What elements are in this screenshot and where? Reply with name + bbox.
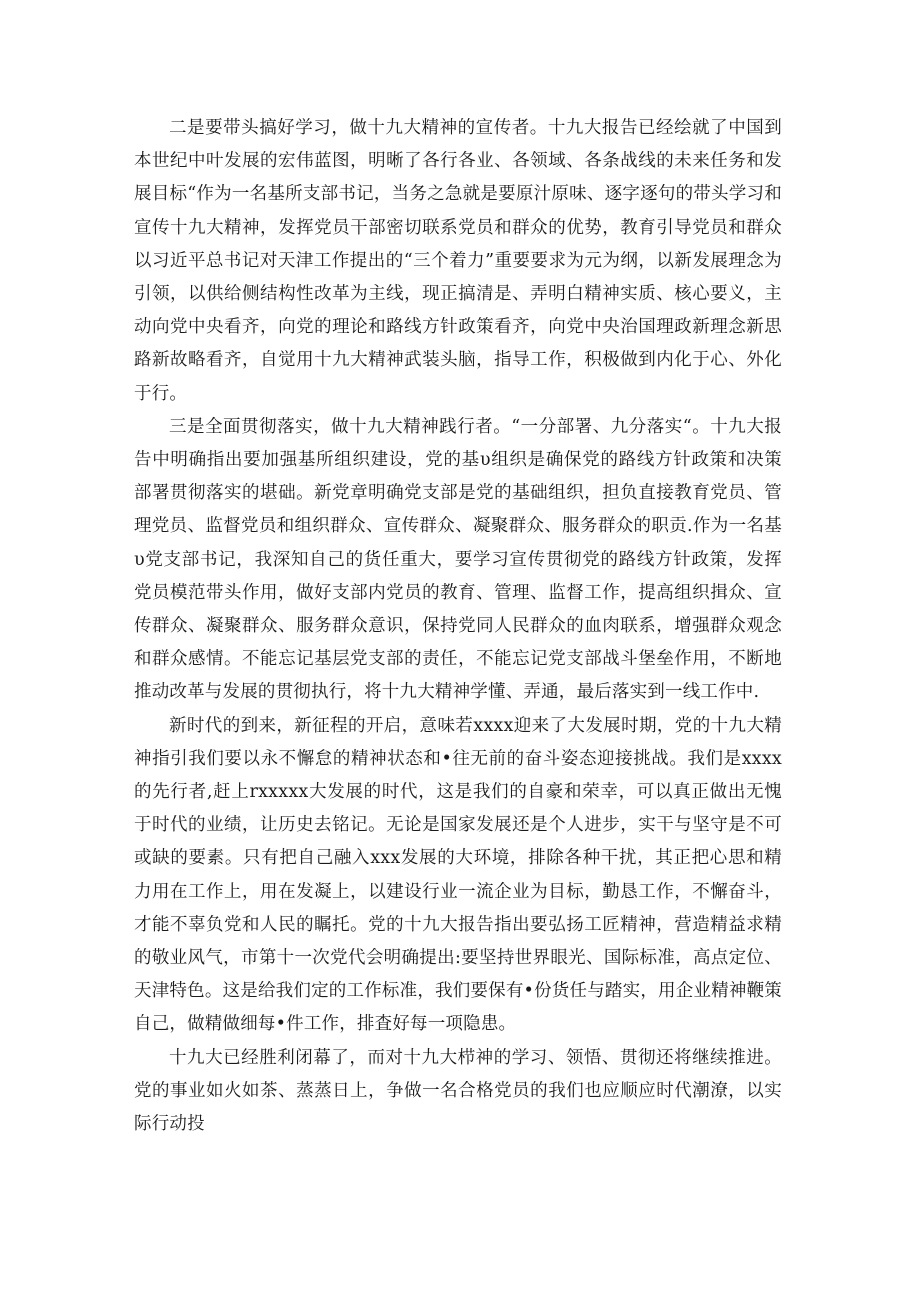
paragraph-new-era: 新时代的到来，新征程的开启，意味若xxxx迎来了大发展时期，党的十九大精神指引我们要以永不懈怠的精神状态和•往无前的奋斗姿态迎接挑战。我们是xxxx的先行者,赶上rxxxxx大发展的时代，这是我们的自豪和荣幸，可以真正做出无愧于时代的业绩，让历史去铭记。无论是国家发展还是个人进步，实干与坚守是不可或缺的要素。只有把自己融入xxx发展的大环境，排除各种干扰，其正把心思和精力用在工作上，用在发凝上，以建设行业一流企业为目标，勤恳工作，不懈奋斗，才能不辜负党和人民的瞩托。党的十九大报告指出要弘扬工匠精神，营造精益求精的敬业风气，市第十一次党代会明确提出:要坚持世界眼光、国际标准，高点定位、天津特色。这是给我们定的工作标准，我们要保有•份货任与踏实，用企业精神鞭策自己，做精做细每•件工作，排査好每一项隐患。	[134, 715, 782, 1035]
paragraph-conclusion: 十九大已经胜利闭幕了，而对十九大栉神的学习、领悟、贯彻还将继续推进。党的事业如火如茶、蒸蒸日上，争做一名合格党员的我们也应顺应时代潮潦，以实际行动投	[134, 1047, 782, 1135]
document-page	[134, 112, 782, 1141]
paragraph-implement: 三是全面贯彻落实，做十九大精神践行者。“一分部署、九分落实“。十九大报告中明确指出要加强基所组织建设，党的基υ组织是确保党的路线方针政策和决策部署贯彻落实的堪础。新党章明确党支部是党的基础组织，担负直接教育党员、管理党员、监督党员和组织群众、宣传群众、凝聚群众、服务群众的职贡.作为一名基υ党支部书记，我深知自己的货任重大，要学习宣传贯彻党的路线方针政策，发挥党员模范带头作用，做好支部内党员的教育、管理、监督工作，提高组织揖众、宣传群众、凝聚群众、服务群众意识，保持党同人民群众的血肉联系，增强群众观念和群众感情。不能忘记基层党支部的责任，不能忘记党支部战斗堡垒作用，不断地推动改革与发展的贯彻执行，将十九大精神学懂、弄通，最后落实到一线工作中.	[134, 416, 782, 703]
paragraph-study: 二是要带头搞好学习，做十九大精神的宣传者。十九大报告已经绘就了中国到本世纪中叶发展的宏伟蓝图，明晰了各行各业、各领域、各条战线的未来任务和发展目标“作为一名基所支部书记，当务之急就是要原汁原味、逐字逐句的带头学习和宣传十九大精神，发挥党员干部密切联系党员和群众的优势，教育引导党员和群众以习近平总书记对天津工作提出的“三个着力”重要要求为元为纲，以新发展理念为引领，以供给侧结构性改革为主线，现正搞清是、弄明白精神实质、核心要义，主动向党中央看齐，向党的理论和路线方针政策看齐，向党中央治国理政新理念新思路新故略看齐，自觉用十九大精神武装头脑，指导工作，积极做到内化于心、外化于行。	[134, 118, 782, 404]
